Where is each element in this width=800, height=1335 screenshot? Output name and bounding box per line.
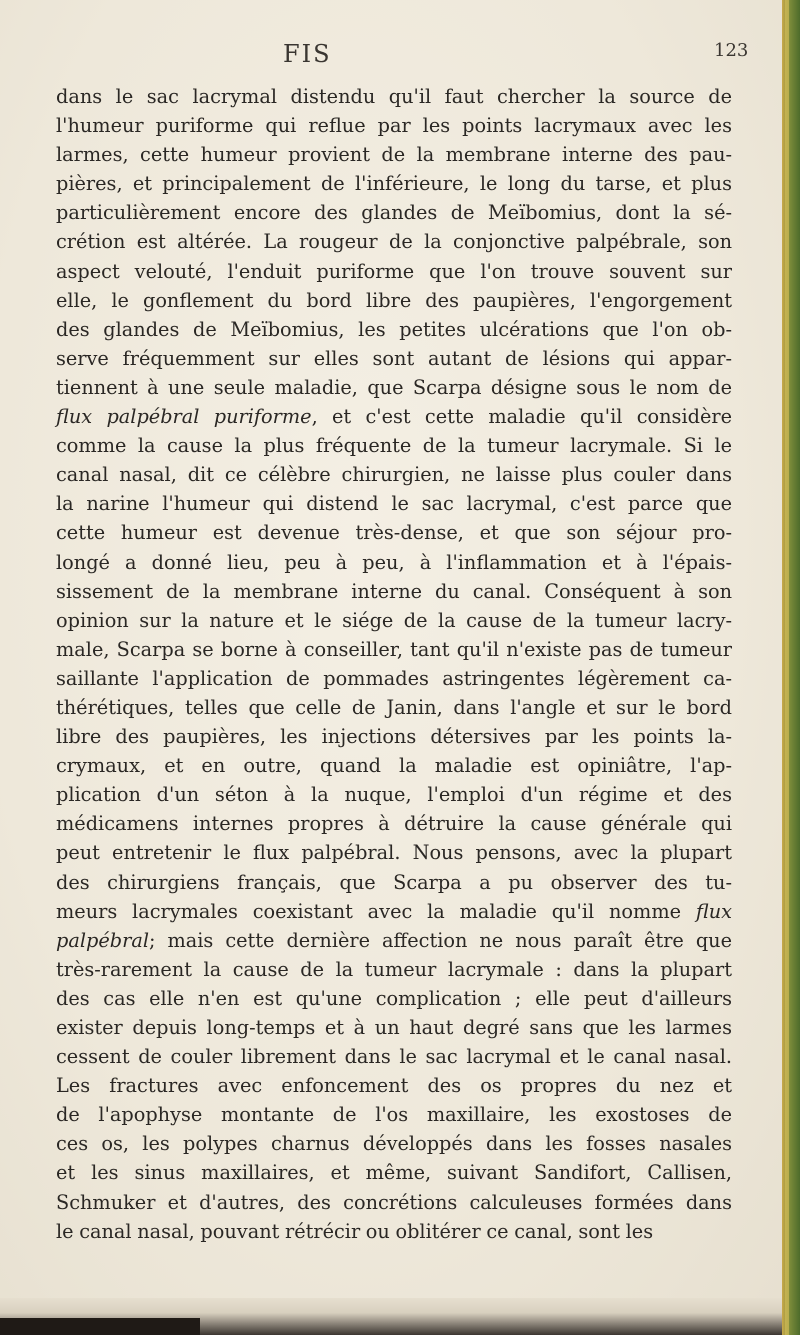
text-line: tiennent à une seule maladie, que Scarpa désigne sous le nom de [56, 375, 732, 399]
running-head: FIS [283, 40, 332, 68]
text-line: médicamens internes propres à détruire la cause générale qui [56, 812, 732, 836]
text-line: longé a donné lieu, peu à peu, à l'inflammation et à l'épais- [56, 550, 732, 574]
text-line: elle, le gonflement du bord libre des paupières, l'engorgement [56, 288, 732, 312]
text-line: cette humeur est devenue très-dense, et que son séjour pro- [56, 521, 732, 545]
text-line: crymaux, et en outre, quand la maladie est opiniâtre, l'ap- [56, 754, 732, 778]
text-line: Les fractures avec enfoncement des os propres du nez et [56, 1074, 732, 1098]
italic-term: flux palpébral puriforme [56, 405, 312, 429]
italic-term: flux [695, 899, 732, 923]
text-line: cessent de couler librement dans le sac lacrymal et le canal nasal. [56, 1045, 732, 1069]
text-line: plication d'un séton à la nuque, l'emploi d'un régime et des [56, 783, 732, 807]
text-line: flux palpébral puriforme, et c'est cette maladie qu'il considère [56, 405, 732, 429]
text-line: très-rarement la cause de la tumeur lacrymale : dans la plupart [56, 957, 732, 981]
text-line: aspect velouté, l'enduit puriforme que l'on trouve souvent sur [56, 259, 732, 283]
text-line: sissement de la membrane interne du canal. Conséquent à son [56, 579, 732, 603]
text-line: exister depuis long-temps et à un haut degré sans que les larmes [56, 1016, 732, 1039]
text-line: des glandes de Meïbomius, les petites ulcérations que l'on ob- [56, 317, 732, 341]
text-line: et les sinus maxillaires, et même, suivant Sandifort, Callisen, [56, 1161, 732, 1185]
text-line: pières, et principalement de l'inférieure, le long du tarse, et plus [56, 172, 732, 196]
text-line: l'humeur puriforme qui reflue par les points lacrymaux avec les [56, 114, 732, 138]
text-line: de l'apophyse montante de l'os maxillaire, les exostoses de [56, 1103, 732, 1127]
text-line: des chirurgiens français, que Scarpa a pu observer des tu- [56, 870, 732, 894]
text-line: thérétiques, telles que celle de Janin, dans l'angle et sur le bord [56, 695, 732, 719]
text-line: larmes, cette humeur provient de la membrane interne des pau- [56, 143, 732, 167]
text-line: Schmuker et d'autres, des concrétions calculeuses formées dans [56, 1190, 732, 1214]
book-edge [782, 0, 800, 1335]
text-line: le canal nasal, pouvant rétrécir ou oblitérer ce canal, sont les [56, 1219, 654, 1243]
text-line: male, Scarpa se borne à conseiller, tant qu'il n'existe pas de tumeur [56, 637, 732, 661]
text-line: meurs lacrymales coexistant avec la maladie qu'il nomme flux [56, 899, 732, 923]
text-line: serve fréquemment sur elles sont autant de lésions qui appar- [56, 346, 732, 370]
text-line: saillante l'application de pommades astringentes légèrement ca- [56, 666, 732, 690]
text-line: ces os, les polypes charnus développés dans les fosses nasales [56, 1132, 732, 1156]
bottom-bar [0, 1318, 200, 1335]
text-line: opinion sur la nature et le siége de la cause de la tumeur lacry- [56, 608, 732, 632]
text-line: dans le sac lacrymal distendu qu'il faut chercher la source de [56, 85, 732, 108]
text-line: crétion est altérée. La rougeur de la conjonctive palpébrale, son [56, 230, 732, 254]
body-text [56, 82, 732, 1246]
text-line: palpébral; mais cette dernière affection ne nous paraît être que [56, 928, 732, 952]
page-number: 123 [714, 40, 749, 61]
book-edge-stripe [785, 0, 789, 1335]
text-line: peut entretenir le flux palpébral. Nous pensons, avec la plupart [56, 841, 732, 865]
text-line: particulièrement encore des glandes de Meïbomius, dont la sé- [56, 201, 732, 225]
italic-term: palpébral [56, 928, 149, 952]
text-line: canal nasal, dit ce célèbre chirurgien, ne laisse plus couler dans [56, 463, 732, 487]
text-line: libre des paupières, les injections détersives par les points la- [56, 725, 732, 749]
text-line: comme la cause la plus fréquente de la tumeur lacrymale. Si le [56, 434, 732, 458]
page-header [0, 40, 800, 76]
text-line: des cas elle n'en est qu'une complication ; elle peut d'ailleurs [56, 986, 732, 1010]
text-line: la narine l'humeur qui distend le sac lacrymal, c'est parce que [56, 492, 732, 516]
